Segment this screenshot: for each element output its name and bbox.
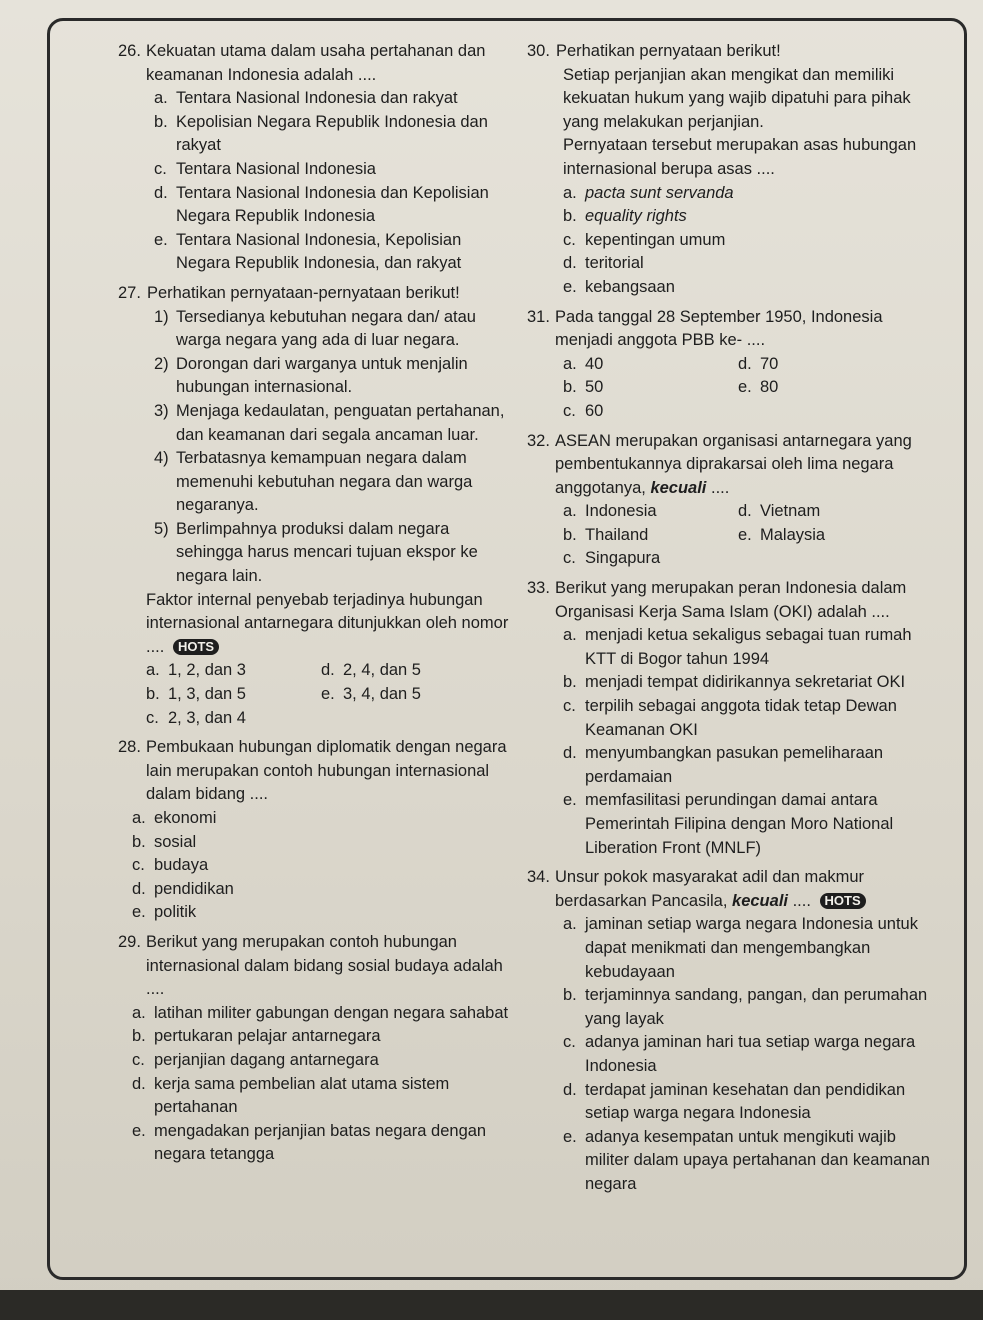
quoted-statement: Setiap perjanjian akan mengikat dan memiliki kekuatan hukum yang wajib dipatuhi para pihak yang melakukan perjanjian. bbox=[563, 65, 911, 131]
question-number: 31. bbox=[527, 307, 550, 326]
option-a[interactable]: a. 40 bbox=[563, 354, 604, 373]
statement-5: 5) Berlimpahnya produksi dalam negara sehingga harus mencari tujuan ekspor ke negara lain. bbox=[154, 519, 478, 586]
option-b[interactable]: b. 1, 3, dan 5 bbox=[146, 685, 246, 704]
option-d[interactable]: d. kerja sama pembelian alat utama sistem pertahanan bbox=[132, 1074, 450, 1117]
question-26 bbox=[118, 40, 513, 276]
option-b[interactable]: b. equality rights bbox=[563, 207, 687, 226]
option-a[interactable]: a. latihan militer gabungan dengan negara sahabat bbox=[132, 1003, 509, 1022]
option-e[interactable]: e. Tentara Nasional Indonesia, Kepolisian Negara Republik Indonesia, dan rakyat bbox=[154, 230, 462, 273]
question-stem: Pembukaan hubungan diplomatik dengan negara lain merupakan contoh hubungan internasional dalam bidang .... bbox=[146, 738, 507, 804]
option-d[interactable]: d. teritorial bbox=[563, 254, 644, 273]
option-a[interactable]: a. menjadi ketua sekaligus sebagai tuan rumah KTT di Bogor tahun 1994 bbox=[563, 626, 912, 668]
option-c[interactable]: c. Singapura bbox=[563, 549, 661, 568]
question-number: 32. bbox=[527, 431, 550, 450]
bottom-edge bbox=[0, 1290, 983, 1320]
option-b[interactable]: b. terjaminnya sandang, pangan, dan perumahan yang layak bbox=[563, 986, 928, 1028]
option-e[interactable]: e. 3, 4, dan 5 bbox=[321, 685, 421, 704]
option-e[interactable]: e. 80 bbox=[738, 378, 779, 397]
option-b[interactable]: b. sosial bbox=[132, 832, 197, 851]
right-column bbox=[527, 40, 942, 1197]
question-number: 27. bbox=[118, 283, 141, 302]
question-stem: Berikut yang merupakan contoh hubungan internasional dalam bidang sosial budaya adalah .... bbox=[146, 932, 503, 999]
option-b[interactable]: b. pertukaran pelajar antarnegara bbox=[132, 1027, 381, 1046]
statement-1: 1) Tersedianya kebutuhan negara dan/ atau warga negara yang ada di luar negara. bbox=[154, 307, 476, 350]
option-e[interactable]: e. adanya kesempatan untuk mengikuti wajib militer dalam upaya pertahanan dan keamanan negara bbox=[563, 1127, 930, 1193]
question-32 bbox=[527, 430, 942, 572]
question-28 bbox=[118, 736, 513, 925]
question-29 bbox=[118, 931, 513, 1167]
question-33 bbox=[527, 577, 942, 860]
kecuali-emphasis: kecuali bbox=[732, 891, 788, 910]
question-number: 26. bbox=[118, 42, 141, 60]
question-number: 28. bbox=[118, 738, 141, 757]
option-c[interactable]: c. 2, 3, dan 4 bbox=[146, 708, 246, 727]
question-stem: Unsur pokok masyarakat adil dan makmur berdasarkan Pancasila, kecuali .... HOTS bbox=[555, 868, 865, 910]
question-prompt: Faktor internal penyebab terjadinya hubungan internasional antarnegara ditunjukkan oleh nomor .... HOTS bbox=[146, 590, 509, 656]
option-c[interactable]: c. perjanjian dagang antarnegara bbox=[132, 1050, 379, 1069]
option-c[interactable]: c. budaya bbox=[132, 856, 209, 875]
question-34 bbox=[527, 866, 942, 1196]
option-grid bbox=[118, 659, 513, 730]
question-number: 30. bbox=[527, 42, 550, 60]
statement-4: 4) Terbatasnya kemampuan negara dalam memenuhi kebutuhan negara dan warga negaranya. bbox=[154, 449, 473, 515]
option-a[interactable]: a. Indonesia bbox=[563, 502, 657, 521]
option-e[interactable]: e. politik bbox=[132, 903, 197, 922]
option-c[interactable]: c. kepentingan umum bbox=[563, 230, 726, 249]
question-stem: Perhatikan pernyataan berikut! bbox=[555, 42, 781, 60]
option-b[interactable]: b. Kepolisian Negara Republik Indonesia dan rakyat bbox=[154, 112, 488, 155]
question-prompt: Pernyataan tersebut merupakan asas hubungan internasional berupa asas .... bbox=[563, 136, 917, 178]
option-d[interactable]: d. Vietnam bbox=[738, 502, 821, 521]
option-d[interactable]: d. pendidikan bbox=[132, 879, 234, 898]
option-d[interactable]: d. terdapat jaminan kesehatan dan pendidikan setiap warga negara Indonesia bbox=[563, 1080, 906, 1123]
option-d[interactable]: d. 70 bbox=[738, 354, 779, 373]
option-grid bbox=[527, 353, 942, 424]
option-d[interactable]: d. menyumbangkan pasukan pemeliharaan perdamaian bbox=[563, 744, 884, 786]
option-a[interactable]: a. Tentara Nasional Indonesia dan rakyat bbox=[154, 89, 458, 108]
question-30 bbox=[527, 40, 942, 300]
option-c[interactable]: c. adanya jaminan hari tua setiap warga negara Indonesia bbox=[563, 1033, 916, 1075]
question-number: 33. bbox=[527, 579, 550, 598]
question-number: 34. bbox=[527, 868, 550, 887]
question-number: 29. bbox=[118, 932, 141, 951]
hots-badge: HOTS bbox=[173, 639, 219, 655]
option-a[interactable]: a. jaminan setiap warga negara Indonesia untuk dapat menikmati dan mengembangkan kebudayaan bbox=[563, 915, 918, 981]
option-e[interactable]: e. Malaysia bbox=[738, 525, 826, 544]
left-column bbox=[118, 40, 513, 1167]
question-stem: Perhatikan pernyataan-pernyataan berikut! bbox=[146, 283, 460, 302]
option-b[interactable]: b. 50 bbox=[563, 378, 604, 397]
option-e[interactable]: e. kebangsaan bbox=[563, 277, 675, 296]
question-stem: Pada tanggal 28 September 1950, Indonesia menjadi anggota PBB ke- .... bbox=[555, 307, 883, 350]
question-stem: Kekuatan utama dalam usaha pertahanan dan keamanan Indonesia adalah .... bbox=[146, 42, 486, 84]
option-a[interactable]: a. pacta sunt servanda bbox=[563, 183, 734, 202]
option-c[interactable]: c. Tentara Nasional Indonesia bbox=[154, 159, 376, 178]
question-27 bbox=[118, 282, 513, 730]
option-e[interactable]: e. mengadakan perjanjian batas negara dengan negara tetangga bbox=[132, 1121, 487, 1164]
option-a[interactable]: a. ekonomi bbox=[132, 809, 217, 827]
kecuali-emphasis: kecuali bbox=[650, 478, 707, 497]
option-e[interactable]: e. memfasilitasi perundingan damai antara Pemerintah Filipina dengan Moro National Liberation Front (MNLF) bbox=[563, 791, 894, 857]
question-stem: Berikut yang merupakan peran Indonesia dalam Organisasi Kerja Sama Islam (OKI) adalah .... bbox=[555, 579, 907, 621]
option-d[interactable]: d. 2, 4, dan 5 bbox=[321, 661, 421, 680]
option-d[interactable]: d. Tentara Nasional Indonesia dan Kepolisian Negara Republik Indonesia bbox=[154, 183, 489, 226]
question-31 bbox=[527, 306, 942, 424]
option-b[interactable]: b. menjadi tempat didirikannya sekretariat OKI bbox=[563, 673, 906, 692]
option-grid bbox=[527, 500, 942, 571]
hots-badge: HOTS bbox=[820, 893, 866, 909]
option-c[interactable]: c. terpilih sebagai anggota tidak tetap Dewan Keamanan OKI bbox=[563, 697, 897, 739]
question-stem: ASEAN merupakan organisasi antarnegara yang pembentukannya diprakarsai oleh lima negara anggotanya, kecuali .... bbox=[555, 431, 912, 497]
option-b[interactable]: b. Thailand bbox=[563, 525, 649, 544]
option-a[interactable]: a. 1, 2, dan 3 bbox=[146, 661, 246, 680]
statement-3: 3) Menjaga kedaulatan, penguatan pertahanan, dan keamanan dari segala ancaman luar. bbox=[154, 401, 505, 444]
statement-2: 2) Dorongan dari warganya untuk menjalin hubungan internasional. bbox=[154, 354, 468, 397]
option-c[interactable]: c. 60 bbox=[563, 401, 604, 420]
